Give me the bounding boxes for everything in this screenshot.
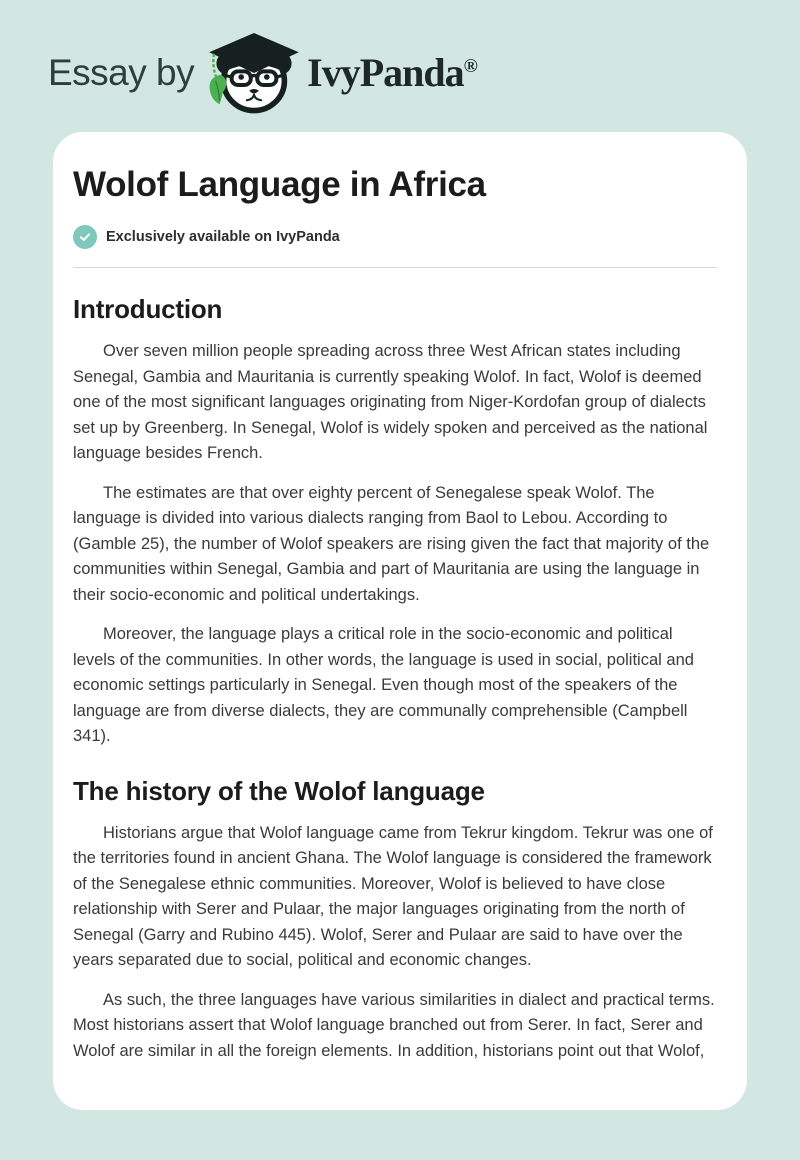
- section-heading-introduction: Introduction: [73, 294, 223, 324]
- paragraph: The estimates are that over eighty percent of Senegalese speak Wolof. The language is divided into various dialects ranging from Baol to Lebou. According to (Gamble 25), the number of Wolof speakers are rising given the fact that majority of the communities within Senegal, Gambia and part of Mauritania are using the language in their socio-economic and political undertakings.: [73, 483, 710, 604]
- panda-graduate-icon: [206, 31, 302, 115]
- registered-trademark: ®: [463, 56, 478, 77]
- paragraph: Historians argue that Wolof language came from Tekrur kingdom. Tekrur was one of the territories found in ancient Ghana. The Wolof language is considered the framework of the Senegalese ethnic communities. Moreover, Wolof is believed to have close relationship with Serer and Pulaar, the major languages originating from the north of Senegal (Garry and Rubino 445). Wolof, Serer and Pulaar are said to have over the years separated due to social, political and economic changes.: [73, 823, 713, 969]
- site-header: [0, 0, 800, 132]
- paragraph: Moreover, the language plays a critical role in the socio-economic and political levels of the communities. In other words, the language is used in social, political and economic settings particularly in Senegal. Even though most of the speakers of the language are from diverse dialects, they are communally comprehensible (Campbell 341).: [73, 625, 694, 745]
- essay-card: [53, 132, 747, 1110]
- paragraph: As such, the three languages have various similarities in dialect and practical terms. Most historians assert that Wolof language branched out from Serer. In fact, Serer and Wolof are similar in all the foreign elements. In addition, historians point out that Wolof,: [73, 990, 715, 1060]
- section-history: [73, 776, 717, 1065]
- essay-title: Wolof Language in Africa: [73, 165, 486, 204]
- check-icon: [73, 225, 97, 249]
- paragraph: Over seven million people spreading across three West African states including Senegal, Gambia and Mauritania is currently speaking Wolof. In fact, Wolof is deemed one of the most significant languages originating from Niger-Kordofan group of dialects set up by Greenberg. In Senegal, Wolof is widely spoken and perceived as the national language besides French.: [73, 342, 708, 462]
- section-heading-history: The history of the Wolof language: [73, 775, 485, 806]
- brand-name: IvyPanda®: [307, 50, 478, 95]
- availability-row: [73, 225, 717, 249]
- ivypanda-logo: [206, 31, 478, 115]
- availability-label: Exclusively available on IvyPanda: [106, 229, 340, 245]
- divider: [73, 267, 717, 268]
- essay-by-label: Essay by: [48, 52, 195, 93]
- section-introduction: [73, 294, 717, 750]
